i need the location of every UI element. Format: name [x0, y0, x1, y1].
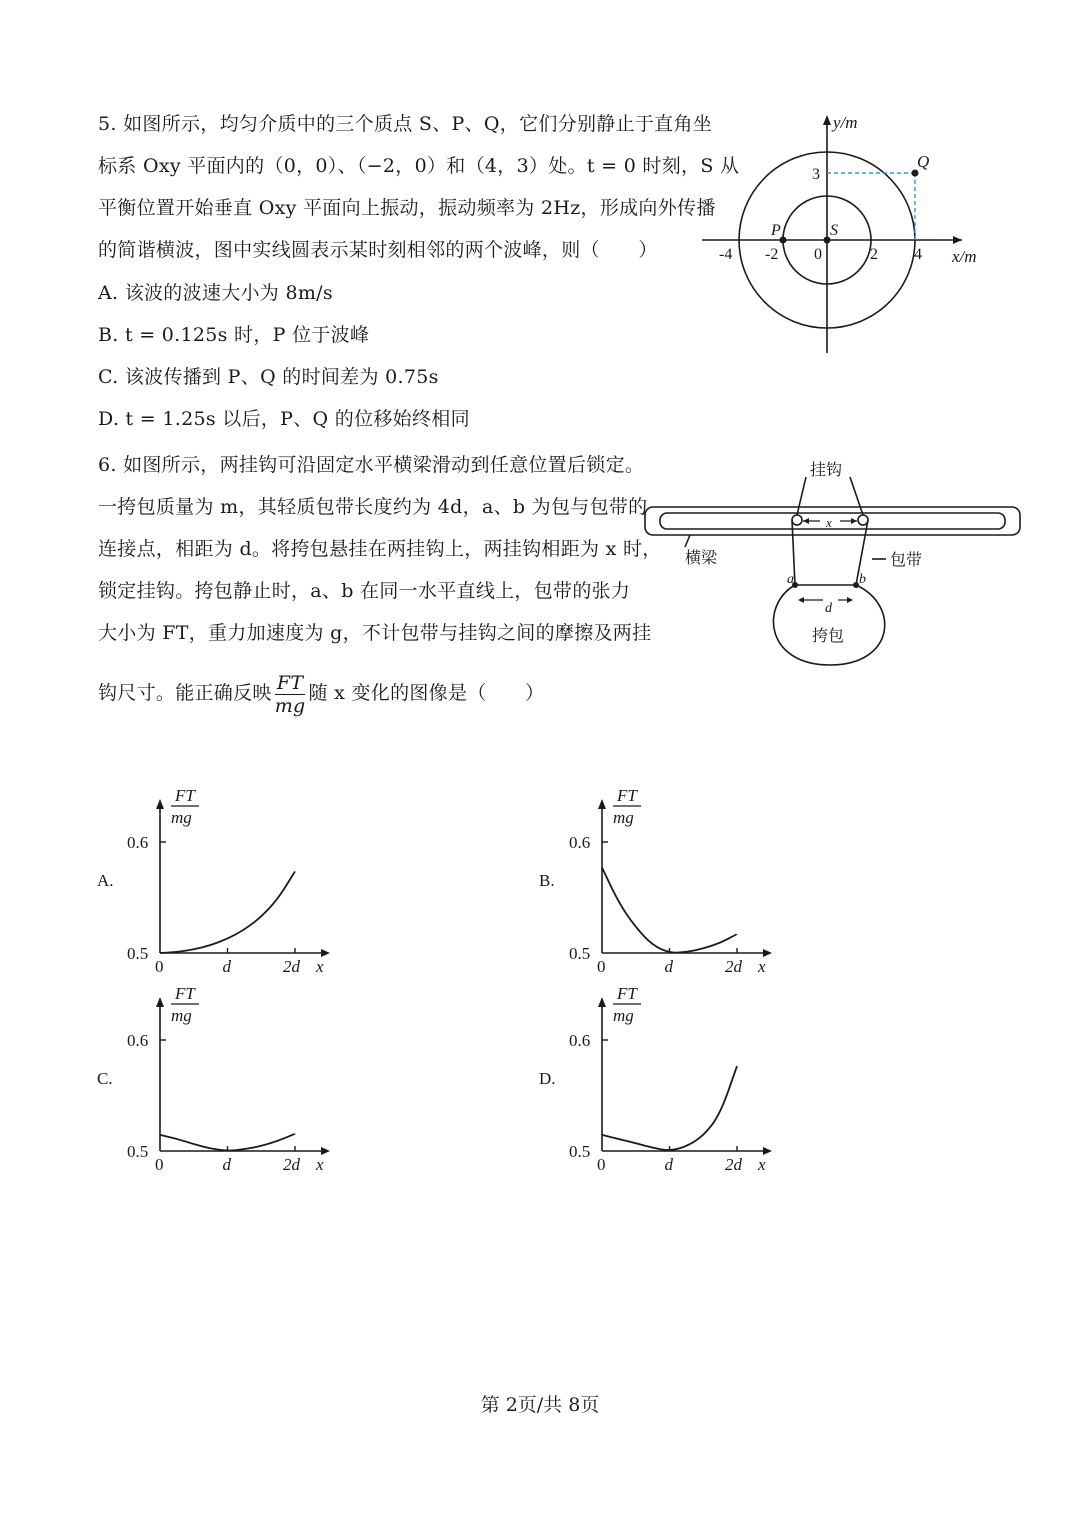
y-axis-arrow: [598, 997, 606, 1007]
fraction-numerator: FT: [275, 672, 306, 695]
option-letter: D.: [539, 1069, 556, 1088]
q5-option-d: D. t = 1.25s 以后，P、Q 的位移始终相同: [98, 408, 470, 430]
x-tick-label-2d: 2d: [725, 1155, 742, 1174]
x-axis-label: x/m: [952, 247, 977, 266]
q5-line-1: 5. 如图所示，均匀介质中的三个质点 S、P、Q，它们分别静止于直角坐: [98, 113, 713, 135]
strap-label: 包带: [890, 552, 923, 569]
q5-option-b: B. t = 0.125s 时，P 位于波峰: [98, 324, 370, 346]
fraction-denominator: mg: [274, 694, 306, 717]
y-label-numerator: FT: [175, 786, 195, 805]
origin-label: 0: [814, 246, 822, 263]
point-s-label: S: [830, 222, 838, 239]
q5-line-4: 的简谐横波，图中实线圆表示某时刻相邻的两个波峰，则（ ）: [98, 239, 658, 261]
y-tick-label-bottom: 0.5: [127, 1142, 149, 1161]
tick-x-neg4: -4: [719, 246, 733, 263]
y-label-numerator: FT: [617, 786, 637, 805]
y-tick-label-bottom: 0.5: [569, 944, 591, 963]
x-axis-arrow: [763, 949, 772, 957]
right-hook: [858, 515, 868, 525]
beam-outer: [645, 507, 1020, 535]
y-axis-arrow: [598, 799, 606, 809]
q6-line-3: 连接点，相距为 d。将挎包悬挂在两挂钩上，两挂钩相距为 x 时，: [98, 538, 662, 560]
y-tick-label-top: 0.6: [127, 833, 149, 852]
x-tick-label-2d: 2d: [725, 957, 742, 976]
x-axis-arrow: [321, 949, 330, 957]
x-axis-arrow: [953, 236, 962, 244]
q6-line-5: 大小为 FT，重力加速度为 g，不计包带与挂钩之间的摩擦及两挂: [98, 622, 652, 644]
y-label-numerator: FT: [617, 984, 637, 1003]
beam-pointer: [685, 535, 690, 547]
x-tick-label-0: 0: [597, 957, 606, 976]
y-tick-label-top: 0.6: [569, 1031, 591, 1050]
d-arrow-left: [798, 597, 804, 603]
chart-option-d: [537, 981, 787, 1181]
point-p-label: P: [771, 222, 781, 239]
y-axis-arrow: [823, 115, 831, 125]
x-arrow-left: [803, 518, 809, 524]
q6-line-1: 6. 如图所示，两挂钩可沿固定水平横梁滑动到任意位置后锁定。: [98, 454, 645, 476]
left-hook: [792, 515, 802, 525]
q-guide-lines: [827, 173, 915, 240]
chart-option-c: [95, 981, 345, 1181]
y-label-denominator: mg: [171, 808, 192, 827]
hook-pointer-left: [797, 477, 806, 515]
q6-line-2: 一挎包质量为 m，其轻质包带长度约为 4d，a、b 为包与包带的: [98, 496, 648, 518]
q5-option-a: A. 该波的波速大小为 8m/s: [98, 282, 333, 304]
chart-option-a: [95, 783, 345, 983]
q5-wave-figure: [690, 105, 990, 365]
y-tick-label-top: 0.6: [569, 833, 591, 852]
x-axis-label: x: [316, 1155, 324, 1174]
ft-over-mg-fraction: [275, 672, 306, 717]
hook-label: 挂钩: [810, 462, 843, 479]
x-tick-label-0: 0: [597, 1155, 606, 1174]
y-axis-arrow: [156, 997, 164, 1007]
point-q-label: Q: [917, 152, 930, 171]
q6-line-6-after: 随 x 变化的图像是（ ）: [308, 682, 545, 704]
q6-line-4: 锁定挂钩。挎包静止时，a、b 在同一水平直线上，包带的张力: [98, 580, 631, 602]
x-arrow-right: [851, 518, 857, 524]
option-letter: B.: [539, 871, 555, 890]
bag-body: [773, 585, 884, 665]
x-axis-label: x: [758, 1155, 766, 1174]
dimension-d-label: d: [825, 601, 832, 616]
x-tick-label-0: 0: [155, 1155, 164, 1174]
q5-option-c: C. 该波传播到 P、Q 的时间差为 0.75s: [98, 366, 439, 388]
x-tick-label-d: d: [222, 957, 231, 976]
q6-line-6-before: 钩尺寸。能正确反映: [98, 682, 272, 704]
q5-line-3: 平衡位置开始垂直 Oxy 平面向上振动，振动频率为 2Hz，形成向外传播: [98, 197, 716, 219]
data-curve: [160, 871, 295, 953]
y-tick-label-top: 0.6: [127, 1031, 149, 1050]
q6-bag-figure: [640, 455, 1030, 675]
x-tick-label-2d: 2d: [283, 1155, 300, 1174]
y-label-denominator: mg: [171, 1006, 192, 1025]
y-tick-label-bottom: 0.5: [569, 1142, 591, 1161]
data-curve: [602, 1066, 737, 1150]
x-axis-label: x: [758, 957, 766, 976]
x-axis-arrow: [321, 1147, 330, 1155]
point-a-label: a: [787, 572, 794, 587]
y-tick-label-bottom: 0.5: [127, 944, 149, 963]
y-axis-label: y/m: [833, 113, 858, 132]
point-b-label: b: [859, 572, 866, 587]
y-label-denominator: mg: [613, 808, 634, 827]
d-arrow-right: [847, 597, 853, 603]
y-label-numerator: FT: [175, 984, 195, 1003]
y-label-denominator: mg: [613, 1006, 634, 1025]
x-tick-label-2d: 2d: [283, 957, 300, 976]
q6-line-6: [98, 668, 544, 718]
q5-line-2: 标系 Oxy 平面内的（0，0）、（−2，0）和（4，3）处。t = 0 时刻，S 从: [98, 155, 740, 177]
data-curve: [602, 868, 737, 953]
beam-label: 横梁: [685, 550, 718, 567]
dimension-x-label: x: [826, 515, 832, 530]
option-letter: A.: [97, 871, 114, 890]
chart-option-b: [537, 783, 787, 983]
x-tick-label-d: d: [222, 1155, 231, 1174]
tick-x-4: 4: [914, 246, 922, 263]
tick-x-neg2: -2: [765, 246, 779, 263]
beam-slot: [660, 513, 1005, 529]
x-axis-arrow: [763, 1147, 772, 1155]
page-number: 第 2页/共 8页: [480, 1394, 600, 1416]
x-tick-label-0: 0: [155, 957, 164, 976]
y-axis-arrow: [156, 799, 164, 809]
x-axis-label: x: [316, 957, 324, 976]
bag-label: 挎包: [812, 628, 845, 645]
tick-y-3: 3: [812, 166, 820, 183]
tick-x-2: 2: [870, 246, 878, 263]
option-letter: C.: [97, 1069, 113, 1088]
hook-pointer-right: [850, 477, 863, 515]
x-tick-label-d: d: [664, 1155, 673, 1174]
x-tick-label-d: d: [664, 957, 673, 976]
